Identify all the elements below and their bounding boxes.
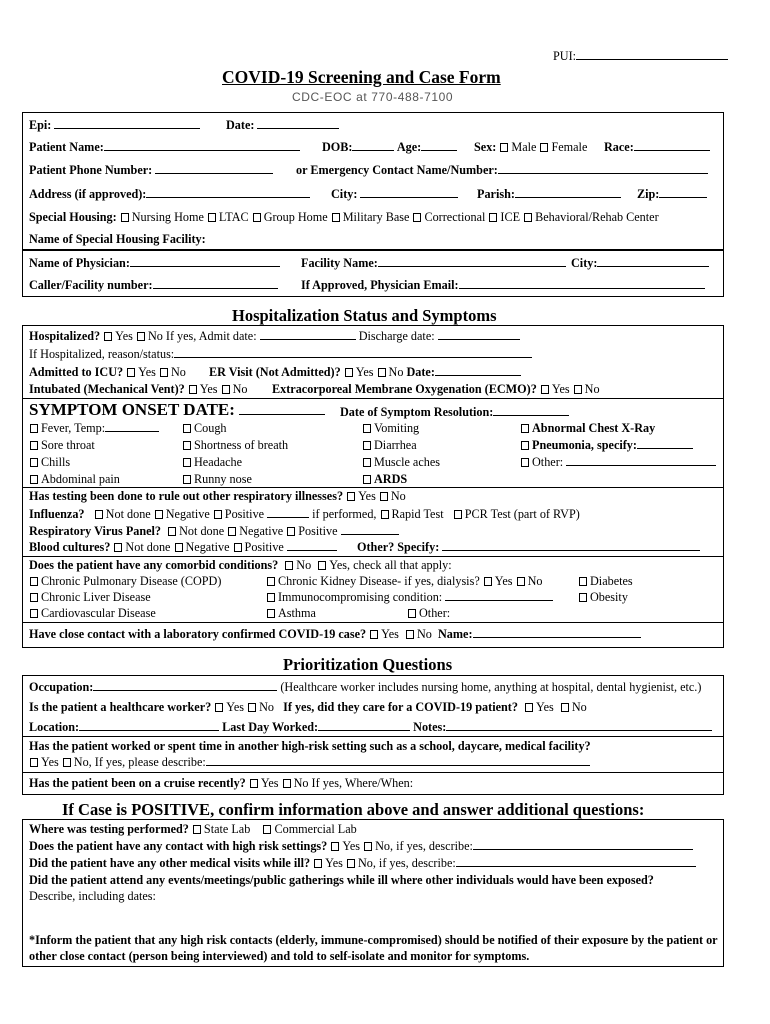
er-no-checkbox[interactable]	[378, 368, 386, 377]
care-yes-checkbox[interactable]	[525, 703, 533, 712]
group-home-checkbox[interactable]	[253, 213, 261, 222]
ecmo-row: Extracorporeal Membrane Oxygenation (ECMO)? Yes No	[272, 382, 600, 396]
contact-no-checkbox[interactable]	[406, 630, 414, 639]
rvp-negative-checkbox[interactable]	[228, 527, 236, 536]
flu-not-done-checkbox[interactable]	[95, 510, 103, 519]
comorbid-no-checkbox[interactable]	[285, 561, 293, 570]
symptom-ards[interactable]: ARDS	[362, 471, 407, 487]
close-contact-row: Have close contact with a laboratory confirmed COVID-19 case? Yes No Name:	[29, 626, 641, 642]
epi-field[interactable]: Epi:	[29, 117, 200, 133]
symptom-abdominal-pain[interactable]: Abdominal pain	[29, 471, 120, 487]
pui-field[interactable]: PUI:	[553, 48, 728, 64]
testing-no-checkbox[interactable]	[380, 492, 388, 501]
location-row[interactable]: Location: Last Day Worked: Notes:	[29, 719, 712, 735]
events-describe-field[interactable]: Describe, including dates:	[29, 889, 156, 903]
symptom-vomiting[interactable]: Vomiting	[362, 420, 419, 436]
testing-location-row: Where was testing performed? State Lab Commercial Lab	[29, 822, 357, 836]
cruise-row[interactable]: Has the patient been on a cruise recently? Yes No If yes, Where/When:	[29, 776, 414, 790]
state-lab-checkbox[interactable]	[193, 825, 201, 834]
icu-no-checkbox[interactable]	[160, 368, 168, 377]
symptom-chills[interactable]: Chills	[29, 454, 70, 470]
condition-asthma[interactable]: Asthma	[266, 605, 316, 621]
high-risk-setting-answer[interactable]: Yes No, If yes, please describe:	[29, 754, 590, 770]
emergency-contact-field[interactable]: or Emergency Contact Name/Number:	[296, 162, 708, 178]
hospitalized-reason-field[interactable]: If Hospitalized, reason/status:	[29, 346, 532, 362]
symptom-runny-nose[interactable]: Runny nose	[182, 471, 252, 487]
rvp-row: Respiratory Virus Panel? Not done Negative Positive	[29, 523, 399, 539]
care-no-checkbox[interactable]	[561, 703, 569, 712]
condition-diabetes[interactable]: Diabetes	[578, 573, 633, 589]
symptom-headache[interactable]: Headache	[182, 454, 242, 470]
other-specify-field[interactable]: Other? Specify:	[357, 539, 700, 555]
hospitalized-yes-checkbox[interactable]	[104, 332, 112, 341]
date-field[interactable]: Date:	[226, 117, 339, 133]
hcw-no-checkbox[interactable]	[248, 703, 256, 712]
symptom-resolution-date[interactable]: Date of Symptom Resolution:	[340, 404, 569, 420]
pcr-test-checkbox[interactable]	[454, 510, 462, 519]
high-risk-setting-question: Has the patient worked or spent time in another high-risk setting such as a school, daycare, medical facility?	[29, 739, 591, 753]
intubated-no-checkbox[interactable]	[222, 385, 230, 394]
hospitalization-heading: Hospitalization Status and Symptoms	[232, 306, 497, 325]
symptom-onset-date[interactable]: SYMPTOM ONSET DATE:	[29, 400, 325, 420]
parish-field[interactable]: Parish:	[477, 186, 621, 202]
ecmo-no-checkbox[interactable]	[574, 385, 582, 394]
occupation-field[interactable]: Occupation: (Healthcare worker includes nursing home, anything at hospital, dental hygienist, etc.)	[29, 680, 702, 694]
race-field[interactable]: Race:	[604, 139, 710, 155]
ice-checkbox[interactable]	[489, 213, 497, 222]
intubated-yes-checkbox[interactable]	[189, 385, 197, 394]
rvp-not-done-checkbox[interactable]	[168, 527, 176, 536]
influenza-row: Influenza? Not done Negative Positive if performed, Rapid Test PCR Test (part of RVP)	[29, 507, 580, 521]
contact-yes-checkbox[interactable]	[370, 630, 378, 639]
comorbid-row: Does the patient have any comorbid conditions? No Yes, check all that apply:	[29, 558, 452, 572]
symptom-pneumonia[interactable]: Pneumonia, specify:	[520, 437, 693, 453]
events-question: Did the patient attend any events/meetings/public gatherings while ill where other individuals would have been exposed?	[29, 873, 654, 887]
phone-field[interactable]: Patient Phone Number:	[29, 162, 273, 178]
symptom-diarrhea[interactable]: Diarrhea	[362, 437, 417, 453]
military-base-checkbox[interactable]	[332, 213, 340, 222]
patient-name-field[interactable]: Patient Name:	[29, 139, 300, 155]
ecmo-yes-checkbox[interactable]	[541, 385, 549, 394]
zip-field[interactable]: Zip:	[637, 186, 707, 202]
inform-note: *Inform the patient that any high risk contacts (elderly, immune-compromised) should be notified of their exposure by the patient or other close contact (person being interviewed) and told to self-isolate and monitor for symptoms.	[29, 933, 718, 963]
behavioral-rehab-checkbox[interactable]	[524, 213, 532, 222]
er-visit-row: ER Visit (Not Admitted)? Yes No Date:	[209, 364, 521, 380]
blood-positive-checkbox[interactable]	[234, 543, 242, 552]
testing-yes-checkbox[interactable]	[347, 492, 355, 501]
flu-negative-checkbox[interactable]	[155, 510, 163, 519]
rvp-positive-checkbox[interactable]	[287, 527, 295, 536]
hcw-row: Is the patient a healthcare worker? Yes No If yes, did they care for a COVID-19 patient? Yes No	[29, 700, 587, 714]
special-housing-row: Special Housing: Nursing Home LTAC Group Home Military Base Correctional ICE Behavioral/Rehab Center	[29, 210, 659, 224]
male-checkbox[interactable]	[500, 143, 508, 152]
facility-name-field[interactable]: Facility Name:	[301, 255, 566, 271]
medical-visits-row[interactable]: Did the patient have any other medical visits while ill? Yes No, if yes, describe:	[29, 855, 696, 871]
divider	[22, 772, 724, 773]
divider	[22, 622, 724, 623]
condition-copd[interactable]: Chronic Pulmonary Disease (COPD)	[29, 573, 221, 589]
icu-yes-checkbox[interactable]	[127, 368, 135, 377]
caller-number-field[interactable]: Caller/Facility number:	[29, 277, 278, 293]
physician-city-field[interactable]: City:	[571, 255, 709, 271]
sex-field[interactable]: Sex: Male Female	[474, 140, 588, 154]
condition-immuno[interactable]: Immunocompromising condition:	[266, 589, 553, 605]
ltac-checkbox[interactable]	[208, 213, 216, 222]
hcw-yes-checkbox[interactable]	[215, 703, 223, 712]
blood-not-done-checkbox[interactable]	[114, 543, 122, 552]
symptom-other[interactable]: Other:	[520, 454, 716, 470]
divider	[22, 398, 724, 399]
condition-other[interactable]: Other:	[407, 605, 450, 621]
female-checkbox[interactable]	[540, 143, 548, 152]
city-field[interactable]: City:	[331, 186, 458, 202]
er-yes-checkbox[interactable]	[345, 368, 353, 377]
high-risk-contact-row[interactable]: Does the patient have any contact with high risk settings? Yes No, if yes, describe:	[29, 838, 693, 854]
flu-positive-checkbox[interactable]	[214, 510, 222, 519]
dob-field[interactable]: DOB: Age:	[322, 139, 457, 155]
condition-liver[interactable]: Chronic Liver Disease	[29, 589, 151, 605]
blood-cultures-row: Blood cultures? Not done Negative Positive	[29, 539, 337, 555]
symptom-chest-xray[interactable]: Abnormal Chest X-Ray	[520, 420, 655, 436]
page-subtitle: CDC-EOC at 770-488-7100	[292, 90, 454, 104]
positive-heading: If Case is POSITIVE, confirm information above and answer additional questions:	[62, 800, 645, 819]
prioritization-heading: Prioritization Questions	[283, 655, 453, 674]
intubated-row: Intubated (Mechanical Vent)? Yes No	[29, 382, 248, 396]
rapid-test-checkbox[interactable]	[381, 510, 389, 519]
divider	[22, 736, 724, 737]
hospitalized-row: Hospitalized? Yes No If yes, Admit date: Discharge date:	[29, 328, 520, 344]
physician-name-field[interactable]: Name of Physician:	[29, 255, 280, 271]
symptom-muscle-aches[interactable]: Muscle aches	[362, 454, 440, 470]
page-title: COVID-19 Screening and Case Form	[222, 67, 501, 87]
symptom-shortness-of-breath[interactable]: Shortness of breath	[182, 437, 288, 453]
condition-obesity[interactable]: Obesity	[578, 589, 628, 605]
symptom-sore-throat[interactable]: Sore throat	[29, 437, 95, 453]
commercial-lab-checkbox[interactable]	[263, 825, 271, 834]
comorbid-yes-checkbox[interactable]	[318, 561, 326, 570]
condition-cardio[interactable]: Cardiovascular Disease	[29, 605, 156, 621]
condition-kidney[interactable]: Chronic Kidney Disease- if yes, dialysis? Yes No	[266, 573, 542, 589]
testing-row: Has testing been done to rule out other respiratory illnesses? Yes No	[29, 489, 406, 503]
nursing-home-checkbox[interactable]	[121, 213, 129, 222]
physician-email-field[interactable]: If Approved, Physician Email:	[301, 277, 705, 293]
icu-row: Admitted to ICU? Yes No	[29, 365, 186, 379]
correctional-checkbox[interactable]	[413, 213, 421, 222]
blood-negative-checkbox[interactable]	[175, 543, 183, 552]
symptom-cough[interactable]: Cough	[182, 420, 227, 436]
housing-facility-name[interactable]: Name of Special Housing Facility:	[29, 232, 206, 246]
hospitalized-no-checkbox[interactable]	[137, 332, 145, 341]
address-field[interactable]: Address (if approved):	[29, 186, 310, 202]
symptom-fever[interactable]: Fever, Temp:	[29, 420, 159, 436]
